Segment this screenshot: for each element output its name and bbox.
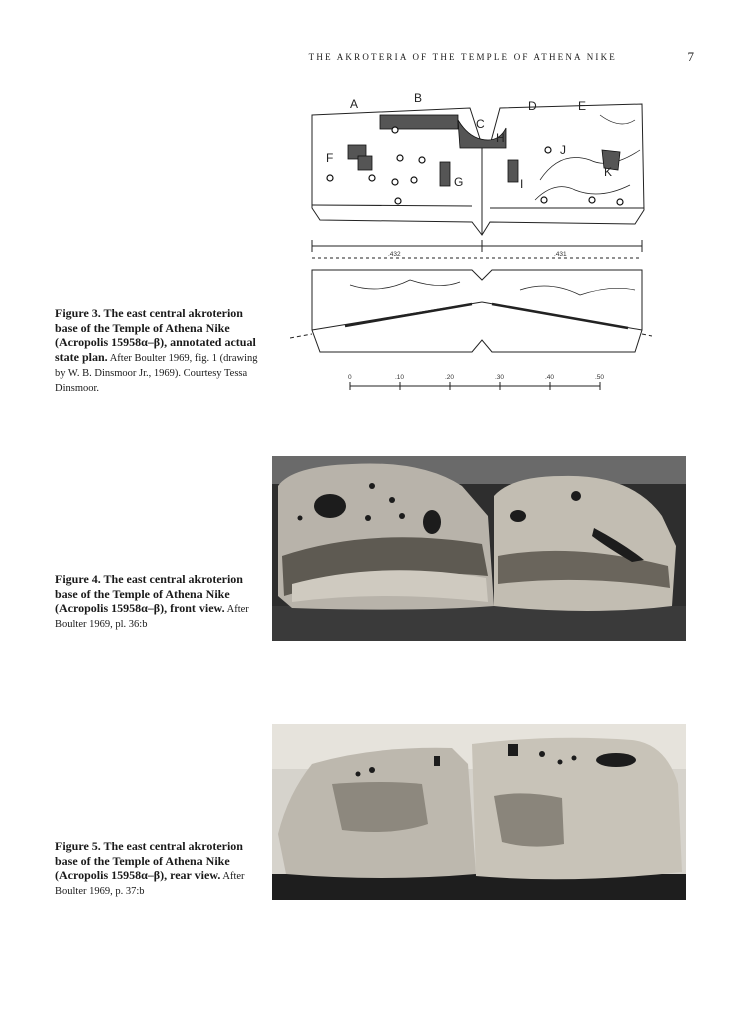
scale-label: .50 (595, 374, 605, 381)
scale-label: 0 (348, 374, 352, 381)
figure-5-rear-view-photo (272, 724, 686, 900)
figure-5-caption (55, 839, 260, 898)
plan-label-j: J (560, 143, 566, 157)
scale-label: .20 (445, 374, 455, 381)
figure-5-caption-title: Figure 5. The east central akroterion base of the Temple of Athena Nike (Acropolis 15958α–β), rear view. (55, 839, 243, 882)
figure-3-caption-title: Figure 3. The east central akroterion base of the Temple of Athena Nike (Acropolis 15958α–β), annotated actual state plan. (55, 306, 256, 364)
plan-label-b: B (414, 91, 423, 105)
plan-label-e: E (578, 99, 587, 113)
figure-4-front-view-photo (272, 456, 686, 641)
plan-label-a: A (350, 97, 359, 111)
figure-5-caption-credit: After Boulter 1969, p. 37:b (55, 871, 245, 897)
dimension-label-left: .432 (388, 251, 401, 258)
page-number: 7 (687, 49, 694, 64)
dimension-label-right: .431 (554, 251, 567, 258)
scale-label: .30 (495, 374, 505, 381)
figure-4-caption (55, 572, 260, 631)
scale-label: .10 (395, 374, 405, 381)
plan-label-i: I (520, 177, 524, 191)
plan-label-k: K (604, 165, 613, 179)
plan-label-g: G (454, 175, 464, 189)
scale-label: .40 (545, 374, 555, 381)
plan-label-d: D (528, 99, 537, 113)
figure-3-plan-drawing (290, 90, 652, 395)
figure-4-caption-title: Figure 4. The east central akroterion base of the Temple of Athena Nike (Acropolis 15958α–β), front view. (55, 572, 243, 615)
plan-label-c: C (476, 117, 485, 131)
figure-4-caption-credit: After Boulter 1969, pl. 36:b (55, 604, 249, 630)
plan-label-h: H (496, 131, 505, 145)
plan-label-f: F (326, 151, 334, 165)
figure-3-caption-credit: After Boulter 1969, fig. 1 (drawing by W. B. Dinsmoor Jr., 1969). Courtesy Tessa Dinsmoor. (55, 352, 258, 394)
running-title: THE AKROTERIA OF THE TEMPLE OF ATHENA NIKE (308, 52, 617, 62)
figure-3-caption (55, 306, 260, 395)
